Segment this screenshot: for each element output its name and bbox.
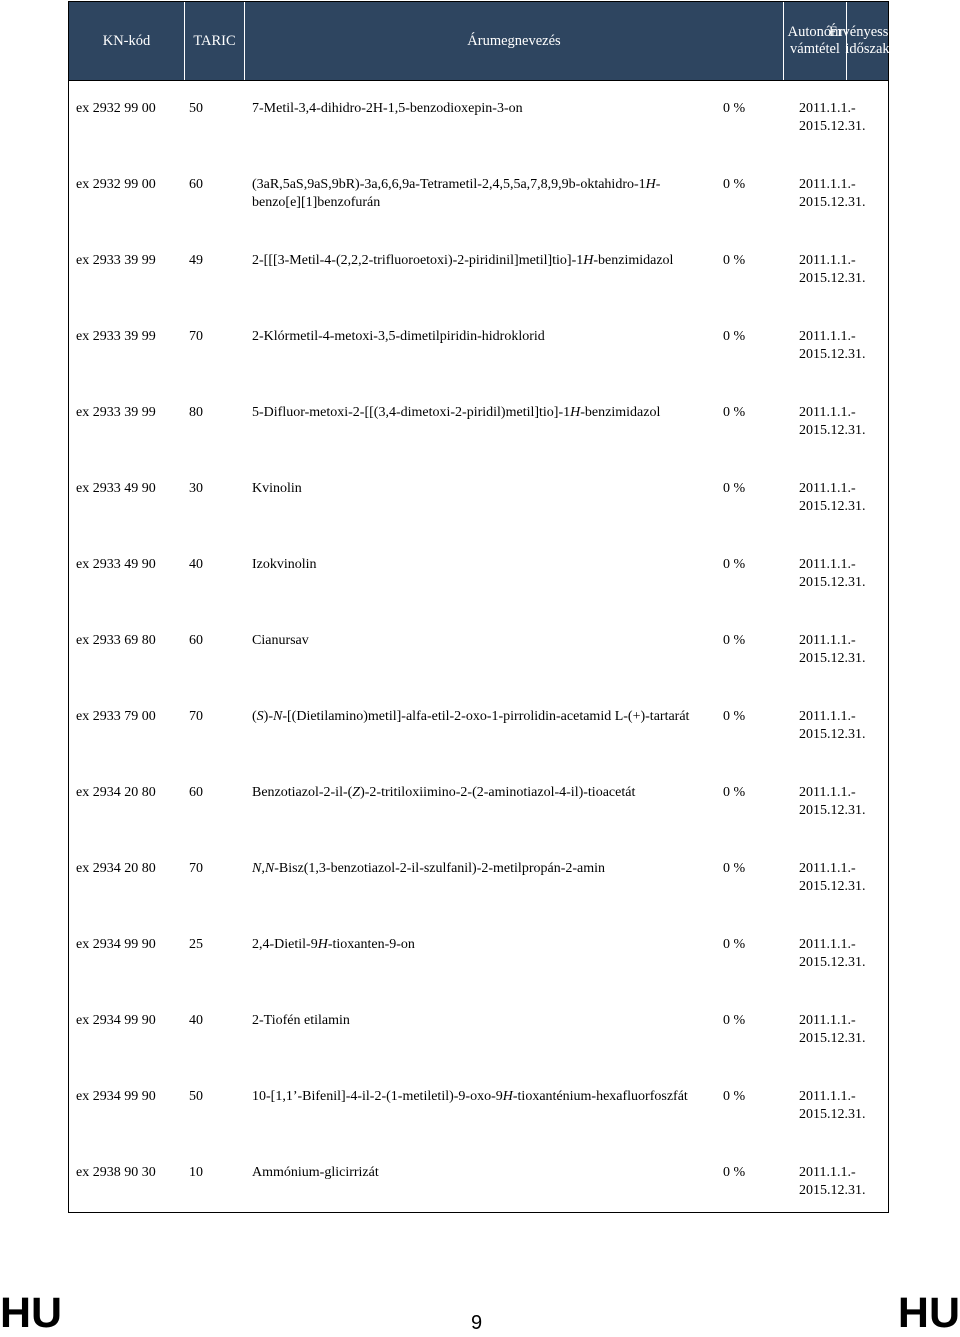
cell-validity-period (799, 176, 866, 212)
description-fragment: 7-Metil-3,4-dihidro-2H-1,5-benzodioxepin-3-on (252, 101, 523, 116)
cell-kn-code: ex 2933 79 00 (76, 709, 156, 724)
cell-description (252, 328, 545, 346)
description-fragment: H (570, 405, 581, 420)
period-end: 2015.12.31. (799, 803, 866, 818)
period-start: 2011.1.1.- (799, 861, 856, 876)
period-end: 2015.12.31. (799, 119, 866, 134)
period-start: 2011.1.1.- (799, 785, 856, 800)
header-kn-code: KN-kód (69, 2, 185, 80)
description-fragment: -tioxanten-9-on (327, 937, 415, 952)
cell-duty-rate: 0 % (723, 633, 746, 648)
cell-validity-period (799, 936, 866, 972)
description-fragment: Z (352, 785, 361, 800)
header-validity-period: Érvényességi időszak (828, 24, 907, 57)
description-fragment: N,N (252, 861, 275, 876)
period-end: 2015.12.31. (799, 1107, 866, 1122)
footer-country-left: HU (0, 1289, 63, 1337)
table-row (69, 1012, 888, 1088)
cell-kn-code: ex 2932 99 00 (76, 177, 156, 192)
cell-taric: 50 (189, 101, 203, 116)
description-fragment: N (273, 709, 283, 724)
cell-taric: 40 (189, 557, 203, 572)
period-start: 2011.1.1.- (799, 557, 856, 572)
description-fragment: H (583, 253, 594, 268)
cell-taric: 49 (189, 253, 203, 268)
description-fragment: -benzimidazol (593, 253, 674, 268)
table-row (69, 708, 888, 784)
page-number: 9 (471, 1312, 483, 1334)
description-fragment: -tioxanténium-hexafluorfoszfát (512, 1089, 688, 1104)
cell-taric: 10 (189, 1165, 203, 1180)
period-start: 2011.1.1.- (799, 177, 856, 192)
cell-kn-code: ex 2934 99 90 (76, 1089, 156, 1104)
description-fragment: - (655, 177, 661, 192)
cell-kn-code: ex 2932 99 00 (76, 101, 156, 116)
cell-taric: 40 (189, 1013, 203, 1028)
table-row (69, 632, 888, 708)
cell-taric: 60 (189, 785, 203, 800)
cell-duty-rate: 0 % (723, 1013, 746, 1028)
table-header (69, 2, 907, 81)
cell-duty-rate: 0 % (723, 481, 746, 496)
cell-validity-period (799, 252, 866, 288)
description-fragment: 2-Klórmetil-4-metoxi-3,5-dimetilpiridin-hidroklorid (252, 329, 545, 344)
cell-duty-rate: 0 % (723, 101, 746, 116)
cell-validity-period (799, 100, 866, 136)
description-fragment: H (317, 937, 328, 952)
cell-description (252, 632, 309, 650)
cell-kn-code: ex 2933 49 90 (76, 481, 156, 496)
description-fragment: )- (263, 709, 273, 724)
description-fragment: Benzotiazol-2-il-( (252, 785, 353, 800)
cell-duty-rate: 0 % (723, 785, 746, 800)
cell-description (252, 176, 660, 212)
table-row (69, 936, 888, 1012)
header-duty-rate: Autonóm vámtétel (784, 2, 847, 80)
cell-description (252, 1088, 688, 1106)
cell-kn-code: ex 2934 99 90 (76, 937, 156, 952)
cell-taric: 50 (189, 1089, 203, 1104)
cell-taric: 25 (189, 937, 203, 952)
cell-validity-period (799, 328, 866, 364)
cell-kn-code: ex 2933 39 99 (76, 329, 156, 344)
cell-description (252, 860, 605, 878)
cell-description (252, 480, 302, 498)
period-end: 2015.12.31. (799, 423, 866, 438)
description-fragment: -Bisz(1,3-benzotiazol-2-il-szulfanil)-2-metilpropán-2-amin (274, 861, 606, 876)
period-start: 2011.1.1.- (799, 1013, 856, 1028)
table-row (69, 784, 888, 860)
period-end: 2015.12.31. (799, 955, 866, 970)
cell-description (252, 708, 689, 726)
cell-validity-period (799, 556, 866, 592)
period-start: 2011.1.1.- (799, 633, 856, 648)
cell-taric: 70 (189, 709, 203, 724)
description-fragment: 2,4-Dietil-9 (252, 937, 318, 952)
cell-validity-period (799, 1088, 866, 1124)
cell-taric: 80 (189, 405, 203, 420)
cell-validity-period (799, 860, 866, 896)
description-fragment: Kvinolin (252, 481, 302, 496)
table-row (69, 404, 888, 480)
description-fragment: 2-[[[3-Metil-4-(2,2,2-trifluoroetoxi)-2-piridinil]metil]tio]-1 (252, 253, 584, 268)
description-fragment: ( (252, 709, 257, 724)
description-fragment: Ammónium-glicirrizát (252, 1165, 379, 1180)
period-end: 2015.12.31. (799, 1183, 866, 1198)
cell-validity-period (799, 404, 866, 440)
description-fragment: H (645, 177, 656, 192)
cell-kn-code: ex 2934 20 80 (76, 785, 156, 800)
cell-validity-period (799, 1164, 866, 1200)
period-start: 2011.1.1.- (799, 1089, 856, 1104)
description-fragment: 2-Tiofén etilamin (252, 1013, 350, 1028)
cell-kn-code: ex 2933 39 99 (76, 405, 156, 420)
cell-duty-rate: 0 % (723, 557, 746, 572)
cell-duty-rate: 0 % (723, 329, 746, 344)
header-taric: TARIC (185, 2, 245, 80)
table-row (69, 1164, 888, 1240)
period-start: 2011.1.1.- (799, 937, 856, 952)
description-fragment: -benzimidazol (580, 405, 661, 420)
period-start: 2011.1.1.- (799, 101, 856, 116)
cell-description (252, 404, 660, 422)
table-row (69, 556, 888, 632)
period-end: 2015.12.31. (799, 1031, 866, 1046)
cell-taric: 60 (189, 633, 203, 648)
cell-kn-code: ex 2933 69 80 (76, 633, 156, 648)
description-fragment: Izokvinolin (252, 557, 317, 572)
period-end: 2015.12.31. (799, 727, 866, 742)
period-end: 2015.12.31. (799, 651, 866, 666)
description-fragment: S (256, 709, 264, 724)
cell-description (252, 556, 317, 574)
cell-validity-period (799, 784, 866, 820)
cell-description (252, 784, 635, 802)
cell-kn-code: ex 2938 90 30 (76, 1165, 156, 1180)
cell-duty-rate: 0 % (723, 253, 746, 268)
cell-description (252, 1164, 379, 1182)
header-description: Árumegnevezés (245, 2, 784, 80)
table-row (69, 176, 888, 252)
cell-duty-rate: 0 % (723, 1165, 746, 1180)
description-fragment: Cianursav (252, 633, 309, 648)
cell-validity-period (799, 632, 866, 668)
cell-description (252, 936, 415, 954)
cell-validity-period (799, 480, 866, 516)
cell-description (252, 1012, 350, 1030)
description-fragment: H (502, 1089, 513, 1104)
cell-taric: 30 (189, 481, 203, 496)
period-start: 2011.1.1.- (799, 405, 856, 420)
description-fragment: -[(Dietilamino)metil]-alfa-etil-2-oxo-1-pirrolidin-acetamid L-(+)-tartarát (282, 709, 690, 724)
cell-description (252, 100, 523, 118)
cell-kn-code: ex 2934 20 80 (76, 861, 156, 876)
cell-kn-code: ex 2934 99 90 (76, 1013, 156, 1028)
cell-taric: 70 (189, 329, 203, 344)
period-end: 2015.12.31. (799, 575, 866, 590)
period-end: 2015.12.31. (799, 347, 866, 362)
cell-validity-period (799, 708, 866, 744)
cell-description (252, 252, 673, 270)
table-row (69, 252, 888, 328)
table-row (69, 1088, 888, 1164)
period-end: 2015.12.31. (799, 195, 866, 210)
cell-duty-rate: 0 % (723, 937, 746, 952)
cell-duty-rate: 0 % (723, 405, 746, 420)
period-start: 2011.1.1.- (799, 329, 856, 344)
cell-kn-code: ex 2933 49 90 (76, 557, 156, 572)
description-fragment: 5-Difluor-metoxi-2-[[(3,4-dimetoxi-2-piridil)metil]tio]-1 (252, 405, 571, 420)
period-end: 2015.12.31. (799, 271, 866, 286)
description-fragment: )-2-tritiloxiimino-2-(2-aminotiazol-4-il)-tioacetát (360, 785, 636, 800)
period-start: 2011.1.1.- (799, 709, 856, 724)
cell-taric: 60 (189, 177, 203, 192)
cell-duty-rate: 0 % (723, 861, 746, 876)
period-start: 2011.1.1.- (799, 253, 856, 268)
table-row (69, 860, 888, 936)
footer-country-right: HU (897, 1289, 960, 1337)
table-row (69, 328, 888, 404)
cell-kn-code: ex 2933 39 99 (76, 253, 156, 268)
table-row (69, 480, 888, 556)
description-fragment: 10-[1,1’-Bifenil]-4-il-2-(1-metiletil)-9-oxo-9 (252, 1089, 503, 1104)
cell-validity-period (799, 1012, 866, 1048)
description-fragment: (3aR,5aS,9aS,9bR)-3a,6,6,9a-Tetrametil-2,4,5,5a,7,8,9,9b-oktahidro-1 (252, 177, 646, 192)
period-start: 2011.1.1.- (799, 481, 856, 496)
cell-duty-rate: 0 % (723, 709, 746, 724)
period-end: 2015.12.31. (799, 879, 866, 894)
cell-duty-rate: 0 % (723, 177, 746, 192)
period-end: 2015.12.31. (799, 499, 866, 514)
period-start: 2011.1.1.- (799, 1165, 856, 1180)
description-fragment: benzo[e][1]benzofurán (252, 195, 381, 210)
tariff-table (68, 1, 907, 1213)
cell-taric: 70 (189, 861, 203, 876)
table-row (69, 100, 888, 176)
cell-duty-rate: 0 % (723, 1089, 746, 1104)
